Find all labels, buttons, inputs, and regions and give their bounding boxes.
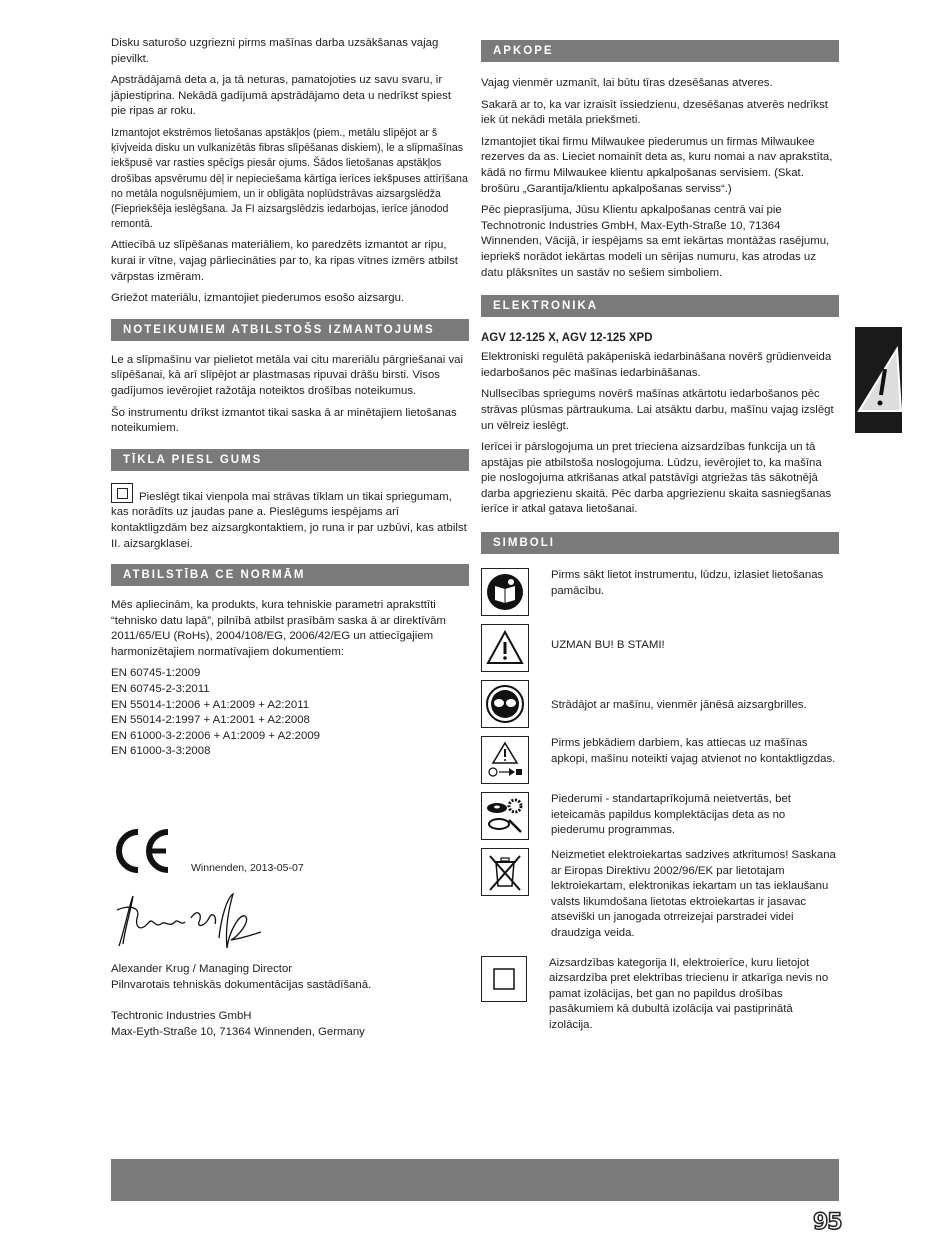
symbol-text: Pirms jebkādiem darbiem, kas attiecas uz mašīnas apkopi, mašīnu noteikti vajag atvienot no kontaktligzdas. (551, 737, 836, 765)
standard-item: EN 55014-2:1997 + A1:2001 + A2:2008 (111, 714, 310, 727)
section-header-ce-conformity: ATBILSTĪBA CE NORMĀM (111, 564, 469, 586)
signer-name: Alexander Krug / Managing Director (111, 963, 293, 975)
symbol-row (481, 568, 839, 616)
symbol-row (481, 792, 839, 840)
right-column (481, 26, 839, 1042)
paragraph: Apstrādājamā deta a, ja tā neturas, pamatojoties uz savu svaru, ir jāpiestiprina. Nekādā gadījumā apstrādājamo deta u nedrīkst spiest pie ripas ar roku. (111, 74, 452, 118)
standard-item: EN 61000-3-3:2008 (111, 745, 211, 758)
paragraph: Le a slīpmašīnu var pielietot metāla vai citu mareriālu pārgriešanai vai slīpēšanai, kā arī slīpējot ar plastmasas ripuvai drāšu birsti. Visos gadījumos ievērojiet ražotāja noteiktos drošības noteikumus. (111, 353, 464, 397)
paragraph: Mēs apliecinām, ka produkts, kura tehniskie parametri apraksttīti “tehnisko datu lapā”, pilnībā atbilst prasībām saska ā ar direktīvām 2011/65/EU (RoHs), 2004/108/EG, 2006/42/EG un attiecīgajiem harmonizētajiem normatīvajiem dokumentiem: (111, 599, 446, 658)
company-address: Max-Eyth-Straße 10, 71364 Winnenden, Germany (111, 1025, 365, 1038)
paragraph: Griežot materiālu, izmantojiet piederumos esošo aizsargu. (111, 292, 405, 305)
left-column (111, 36, 469, 760)
paragraph: Šo instrumentu drīkst izmantot tikai saska ā ar minētajiem lietošanas noteikumiem. (111, 406, 457, 435)
footer-bar (111, 1159, 839, 1201)
protection-class-ii-icon (111, 483, 133, 503)
section-header-symbols: SIMBOLI (481, 532, 839, 554)
paragraph: Izmantojiet tikai firmu Milwaukee piederumus un firmas Milwaukee rezerves da as. Lieciet nomainīt deta as, kuru nomai a nav aprakstīta, kādā no firmu Milwaukee klientu apkalpošanas servisiem. (Skat. brošūru „Garantija/klientu apkalpošanas serviss“.) (481, 135, 833, 195)
symbol-text: Pirms sākt lietot instrumentu, lūdzu, izlasiet lietošanas pamācību. (551, 569, 824, 597)
paragraph: Nullsecības spriegums novērš mašīnas atkārtotu iedarbošanos pēc strāvas plūsmas pārtraukuma. Lai atsāktu darbu, mašīnu vajag izslēgt un vēlreiz ieslēgt. (481, 388, 834, 432)
safety-goggles-icon (481, 680, 529, 728)
symbol-text: Strādājot ar mašīnu, vienmēr jānēsā aizsargbrilles. (551, 699, 807, 712)
paragraph: Disku saturošo uzgriezni pirms mašīnas darba uzsākšanas vajag pievilkt. (111, 37, 439, 65)
symbol-text: Neizmetiet elektroiekartas sadzives atkritumos! Saskana ar Eiropas Direktivu 2002/96/EK par lietotajam lektroiekartam, elektronikas iekartam un tas ieklaušanu valsts likumdošana lietotas ektroiekartas ir jasavac atseviški un janogada otrreizejai parstradei videi draudziga veida. (551, 849, 836, 940)
read-manual-icon (481, 568, 529, 616)
section-header-electronics: ELEKTRONIKA (481, 295, 839, 317)
signatory-block (111, 962, 469, 1040)
page-number: 95 (813, 1210, 842, 1235)
symbol-row (481, 680, 839, 728)
symbol-row (481, 736, 839, 784)
paragraph: Vajag vienmēr uzmanīt, lai būtu tīras dzesēšanas atveres. (481, 77, 773, 89)
symbol-text: Aizsardzības kategorija II, elektroierīce, kuru lietojot aizsardzība pret elektrības triecienu ir atkarīga nevis no pamat izolācijas, bet gan no papildus drošības pasākumiem kā dubultā izolācija vai pastiprinātā izolācija. (549, 956, 829, 1031)
symbol-row (481, 624, 839, 672)
symbol-text: UZMAN BU! B STAMI! (551, 639, 665, 652)
section-header-mains-connection: TĪKLA PIESL GUMS (111, 449, 469, 471)
company-name: Techtronic Industries GmbH (111, 1010, 252, 1023)
section-header-intended-use: NOTEIKUMIEM ATBILSTOŠS IZMANTOJUMS (111, 319, 469, 341)
standard-item: EN 60745-2-3:2011 (111, 683, 210, 696)
warning-side-tab (855, 327, 902, 433)
standard-item: EN 60745-1:2009 (111, 667, 201, 680)
declaration-date: Winnenden, 2013-05-07 (191, 862, 304, 874)
signer-role: Pilnvarotais tehniskās dokumentācijas sastādīšanā. (111, 978, 372, 991)
accessories-icon (481, 792, 529, 840)
signature (111, 888, 271, 963)
paragraph: Attiecībā uz slīpēšanas materiāliem, ko paredzēts izmantot ar ripu, kurai ir vītne, vajag pārliecināties par to, ka ripas vītnes izmērs atbilst vārpstas izmēram. (111, 239, 458, 283)
section-header-maintenance: APKOPE (481, 40, 839, 62)
paragraph: Izmantojot ekstrēmos lietošanas apstākļos (piem., metālu slīpējot ar š ķīvjveida disku un vulkanizētās fibras slīpēšanas diskiem), le a slīpmašīnas iekšpusē var rasties spēcīgs piesār ojums. Šādos lietošanas apstākļos drošības apsvērumu dēļ ir nepieciešama kārtīga ierīces iekšpuses attīrīšana no metāla nogulsnējumiem, un ir obligāta noplūdstrāvas aizsargslēdža (Fiepriekšēja ieslēgšana. Ja FI aizsargslēdzis iedarbojas, ierīce jānodod remontā. (111, 126, 468, 231)
model-subheading: AGV 12-125 X, AGV 12-125 XPD (481, 332, 653, 345)
symbol-row (481, 956, 839, 1034)
standard-item: EN 61000-3-2:2006 + A1:2009 + A2:2009 (111, 729, 321, 742)
paragraph: Elektroniski regulētā pakāpeniskā iedarbināšana novērš grūdienveida iedarbošanos pēc mašīnas iedarbināšanas. (481, 351, 832, 379)
warning-triangle-icon (857, 345, 903, 415)
warning-icon (481, 624, 529, 672)
symbol-row (481, 848, 839, 942)
ce-mark-icon (111, 828, 173, 879)
paragraph: Sakarā ar to, ka var izraisīt īssiedzienu, dzesēšanas atverēs nedrīkst iek ūt nekādi metāla priekšmeti. (481, 98, 828, 127)
protection-class-ii-icon (481, 956, 527, 1002)
mains-paragraph (111, 483, 469, 552)
standard-item: EN 55014-1:2006 + A1:2009 + A2:2011 (111, 698, 310, 711)
weee-bin-icon (481, 848, 529, 896)
unplug-warning-icon (481, 736, 529, 784)
paragraph: Ierīcei ir pārslogojuma un pret trieciena aizsardzības funkcija un tā apstājas pie atbilstoša noslogojuma. Lūdzu, ievērojiet to, ka mašīna pie noslogojuma atkrišanas atkal patstāvīgi atgriežas tās sākotnējā darba apgriezienu skaitā. Pēc darba apgriezienu skaita sasniegšanas ierīce ir atkal gatava lietošanai. (481, 441, 832, 516)
paragraph: Pēc pieprasījuma, Jūsu Klientu apkalpošanas centrā vai pie Technotronic Industries GmbH, Max-Eyth-Straße 10, 71364 Winnenden, Vācijā, ir iespējams sa emt iekārtas montāžas rasējumu, iepriekš norādot iekārtas modeli un sērijas numuru, kas atrodas uz datu plāksnītes un sastāv no sešiem simboliem. (481, 204, 830, 279)
symbol-text: Piederumi - standartaprīkojumā neietvertās, bet ieteicamās papildus komplektācijas deta as no piederumu programmas. (551, 793, 791, 837)
standards-list (111, 666, 469, 760)
mains-text: Pieslēgt tikai vienpola mai strāvas tīklam un tikai spriegumam, kas norādīts uz jaudas pane a. Pieslēgums iespējams arī kontaktligzdām bez aizsargkontaktiem, jo runa ir par uzbūvi, kas atbilst II. aizsargklasei. (111, 490, 467, 550)
